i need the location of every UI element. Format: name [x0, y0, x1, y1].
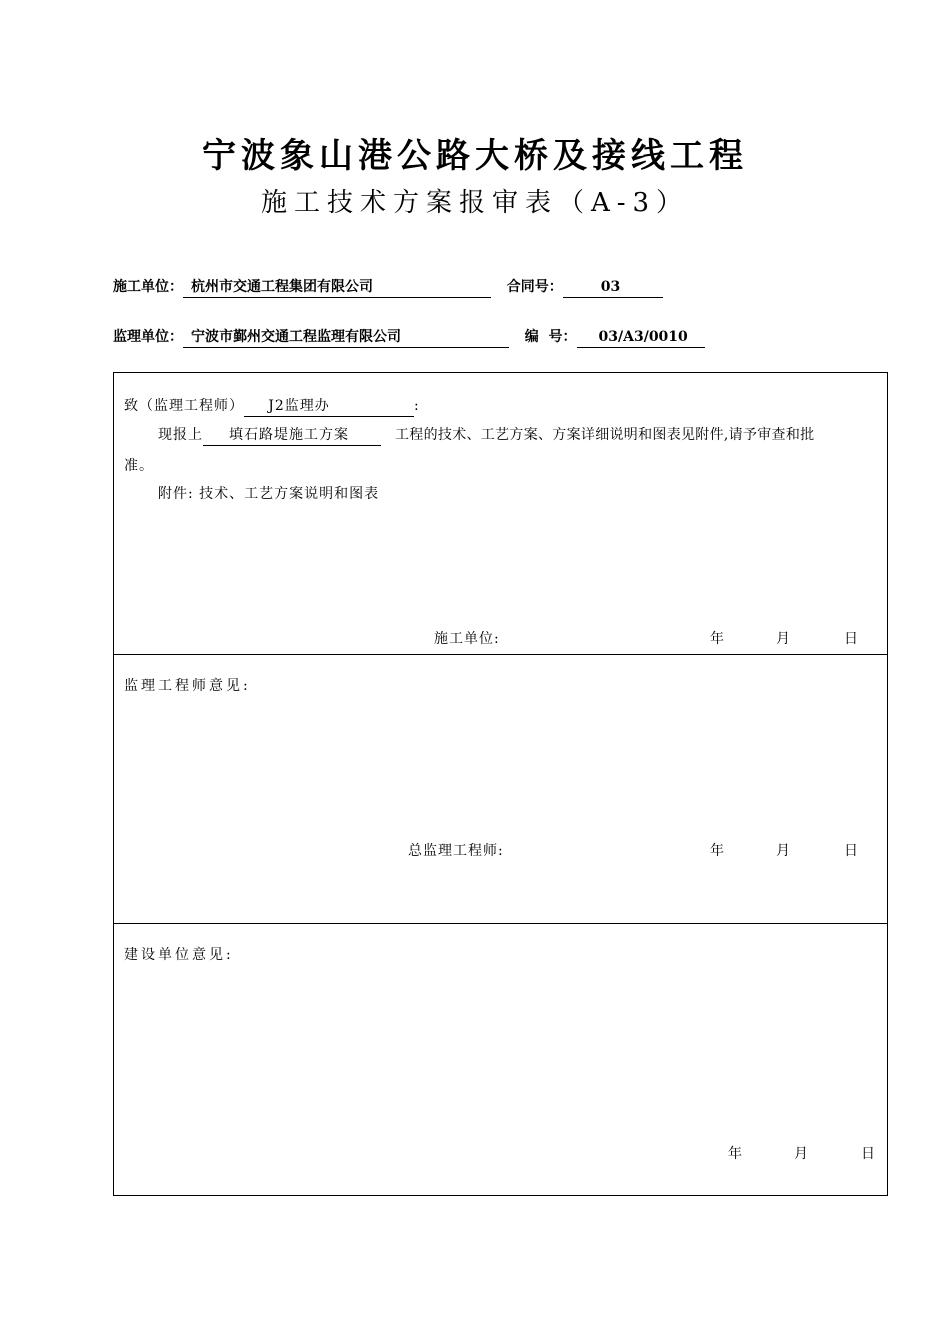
- chief-supervisor-sign-label: 总监理工程师:: [408, 843, 504, 859]
- contractor-row: [113, 276, 663, 298]
- s2-day: 日: [844, 843, 858, 859]
- contractor-value: 杭州市交通工程集团有限公司: [183, 279, 491, 298]
- report-continuation: 准。: [124, 458, 154, 474]
- supervisor-row: [113, 326, 705, 348]
- owner-opinion-label: 建设单位意见:: [124, 947, 234, 963]
- contractor-label: 施工单位：: [113, 279, 183, 295]
- s2-month: 月: [776, 843, 790, 859]
- serial-value: 03/A3/0010: [577, 329, 705, 348]
- report-line: [158, 424, 814, 446]
- addressee-suffix: :: [414, 398, 420, 414]
- contract-no-label: 合同号：: [506, 279, 563, 295]
- s3-month: 月: [794, 1146, 808, 1162]
- form-table: [113, 372, 888, 1196]
- s3-day: 日: [861, 1146, 875, 1162]
- form-subtitle: 施工技术方案报审表（A-3）: [260, 188, 690, 218]
- row-divider-1: [114, 654, 887, 655]
- contractor-sign-label: 施工单位:: [434, 631, 500, 647]
- supervisor-opinion-label: 监理工程师意见:: [124, 678, 251, 694]
- addressee-line: [124, 395, 420, 417]
- addressee-value: J2监理办: [244, 398, 414, 417]
- serial-label: 编 号：: [524, 329, 577, 345]
- contract-no-value: 03: [563, 279, 663, 298]
- row-divider-2: [114, 923, 887, 924]
- attachment-line: 附件: 技术、工艺方案说明和图表: [158, 486, 380, 502]
- s1-month: 月: [776, 631, 790, 647]
- addressee-prefix: 致（监理工程师）: [124, 398, 244, 414]
- s3-year: 年: [728, 1146, 742, 1162]
- report-rest: 工程的技术、工艺方案、方案详细说明和图表见附件,请予审查和批: [395, 427, 815, 443]
- s2-year: 年: [710, 843, 724, 859]
- supervisor-value: 宁波市鄞州交通工程监理有限公司: [183, 329, 509, 348]
- s1-day: 日: [844, 631, 858, 647]
- document-title: 宁波象山港公路大桥及接线工程: [202, 136, 748, 176]
- s1-year: 年: [710, 631, 724, 647]
- report-value: 填石路堤施工方案: [203, 427, 381, 446]
- supervisor-label: 监理单位：: [113, 329, 183, 345]
- report-prefix: 现报上: [158, 427, 203, 443]
